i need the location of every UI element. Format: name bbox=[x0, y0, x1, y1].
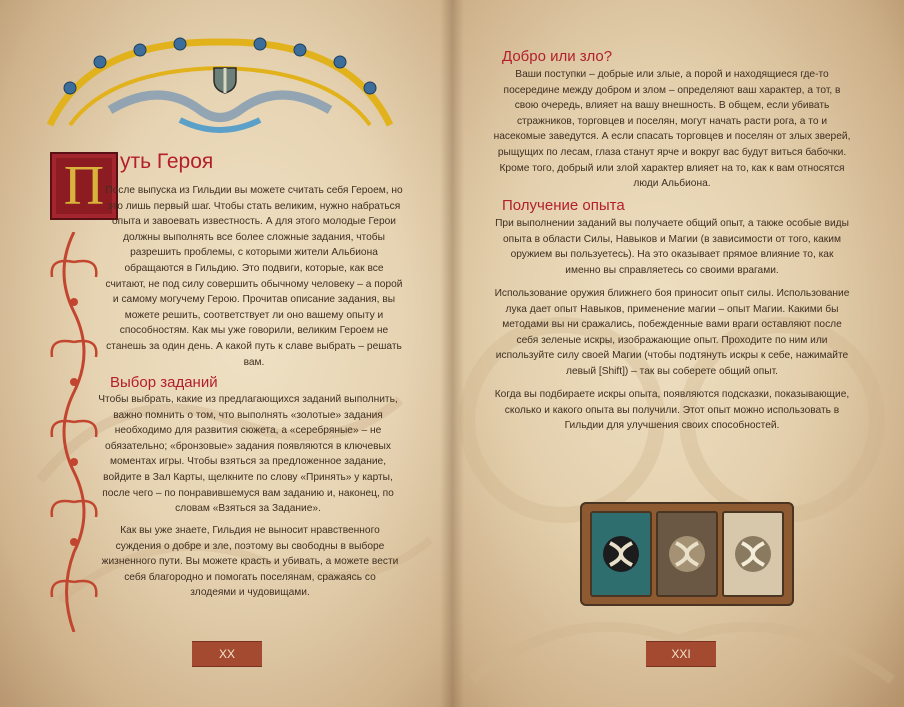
section-heading: Выбор заданий bbox=[110, 374, 218, 391]
book-gutter bbox=[440, 0, 464, 707]
heading-experience: Получение опыта bbox=[502, 197, 625, 214]
experience-cards-icon bbox=[580, 502, 794, 606]
page-number-left: XX bbox=[192, 641, 262, 667]
drop-cap-letter: П bbox=[63, 155, 105, 217]
strength-card bbox=[590, 511, 652, 597]
right-page bbox=[452, 0, 904, 707]
intro-paragraph: После выпуска из Гильдии вы можете считать себя Героем, но это лишь первый шаг. Чтобы стать великим, нужно набраться опыта и завоевать известность. А для этого молодые Герои должны выполнять все более сложные задания, чтобы разрешить проблемы, с которыми жители Альбиона обращаются в Гильдию. Это подвиги, которые, как все считают, не под силу совершить обычному человеку – а порой и самому могучему Герою. Прочитав описание задания, вы можете решить, соответствует ли оно вашему опыту и способностям. Как мы уже говорили, великим Героем не станешь за один день. А какой путь к славе выбрать – решать вам. bbox=[105, 185, 403, 368]
paragraph-experience-1: При выполнении заданий вы получаете общий опыт, а также особые виды опыта в области Силы, Навыков и Магии (в зависимости от того, каким оружием вы пользуетесь). На это оказывает прямое влияние то, как именно вы справляетесь со своими врагами. bbox=[495, 218, 849, 276]
section-paragraph-1: Чтобы выбрать, какие из предлагающихся заданий выполнить, важно помнить о том, что выполнять «золотые» задания необходимо для развития сюжета, а «серебряные» – не обязательно; «бронзовые» задания появляются в ключевых моментах игры. Чтобы взяться за предложенное задание, войдите в Зал Карты, щелкните по слову «Принять» у карты, после чего – по понравившемуся вам заданию и, наконец, по словам «Взяться за Задание». bbox=[98, 394, 398, 515]
paragraph-experience-2: Использование оружия ближнего боя приносит опыт силы. Использование лука дает опыт Навыков, применение магии – опыт Магии. Какими бы методами вы ни сражались, побежденные вами враги оставляют после себя зеленые искры, изображающие опыт. Проходите по ним или используйте силу своей Магии (чтобы подтянуть искры к себе, нажимайте левый [Shift]) – так вы соберете общий опыт. bbox=[494, 288, 850, 377]
paragraph-experience-3: Когда вы подбираете искры опыта, появляются подсказки, показывающие, сколько и какого опыта вы получили. Этот опыт можно использовать в Гильдии для улучшения своих способностей. bbox=[494, 389, 850, 432]
section-paragraph-2: Как вы уже знаете, Гильдия не выносит нравственного суждения о добре и зле, поэтому вы свободны в выборе жизненного пути. Вы можете красть и убивать, а можете вести себя благородно и помогать поселянам, сражаясь со злодеями и чудовищами. bbox=[101, 525, 399, 599]
heading-good-or-evil: Добро или зло? bbox=[502, 48, 613, 65]
will-card bbox=[722, 511, 784, 597]
skill-card bbox=[656, 511, 718, 597]
page-title: уть Героя bbox=[120, 150, 214, 173]
paragraph-good-or-evil: Ваши поступки – добрые или злые, а порой и находящиеся где-то посередине между добром и злом – определяют ваш характер, а тот, в свою очередь, влияет на вашу внешность. В общем, если убивать стражников, торговцев и поселян, могут начать расти рога, а то и насекомые заведутся. А если спасать торговцев и поселян от злых зверей, рыщущих по лесам, глаза станут ярче и вокруг вас будут виться бабочки. Кроме того, добрый или злой характер влияет на то, как к вам относятся люди Альбиона. bbox=[493, 69, 851, 190]
shield-icon bbox=[212, 66, 238, 94]
page-number-right: XXI bbox=[646, 641, 716, 667]
